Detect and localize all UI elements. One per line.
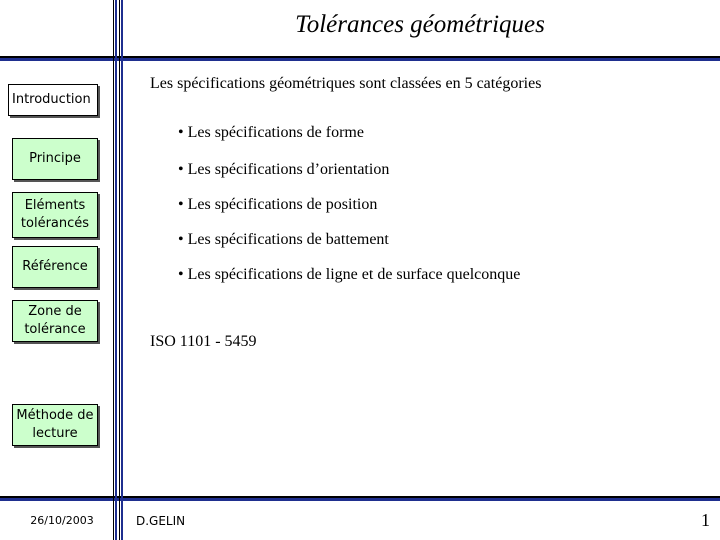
vertical-divider	[119, 0, 120, 540]
bullet-orientation: • Les spécifications d’orientation	[178, 161, 390, 178]
nav-label: Méthode de	[16, 408, 94, 423]
bullet-position: • Les spécifications de position	[178, 196, 378, 213]
nav-label: Introduction	[12, 92, 91, 107]
nav-label: Zone de	[28, 304, 82, 319]
bullet-ligne-surface: • Les spécifications de ligne et de surface quelconque	[178, 266, 521, 283]
bullet-battement: • Les spécifications de battement	[178, 231, 389, 248]
nav-button-elements-tolerances[interactable]	[12, 192, 98, 238]
nav-button-methode-lecture[interactable]	[12, 404, 98, 446]
nav-button-introduction[interactable]	[8, 84, 98, 116]
footer-date: 26/10/2003	[30, 514, 94, 527]
nav-label: Eléments	[24, 198, 86, 213]
slide-title: Tolérances géométriques	[295, 11, 545, 38]
nav-label: lecture	[32, 426, 78, 441]
top-divider-accent	[0, 58, 720, 61]
intro-text: Les spécifications géométriques sont classées en 5 catégories	[150, 75, 542, 92]
vertical-divider-accent	[115, 0, 117, 540]
vertical-divider	[113, 0, 114, 540]
footer-author: D.GELIN	[136, 514, 186, 528]
nav-button-zone-tolerance[interactable]	[12, 300, 98, 342]
nav-label: tolérance	[24, 322, 86, 337]
bullet-forme: • Les spécifications de forme	[178, 124, 364, 141]
nav-button-principe[interactable]	[12, 138, 98, 180]
standard-reference: ISO 1101 - 5459	[150, 333, 257, 350]
nav-label: Principe	[29, 151, 81, 166]
nav-button-reference[interactable]	[12, 246, 98, 288]
bottom-divider-accent	[0, 498, 720, 501]
nav-label: tolérancés	[20, 216, 90, 231]
vertical-divider-accent	[121, 0, 123, 540]
nav-label: Référence	[22, 259, 88, 274]
page-number: 1	[701, 510, 710, 530]
